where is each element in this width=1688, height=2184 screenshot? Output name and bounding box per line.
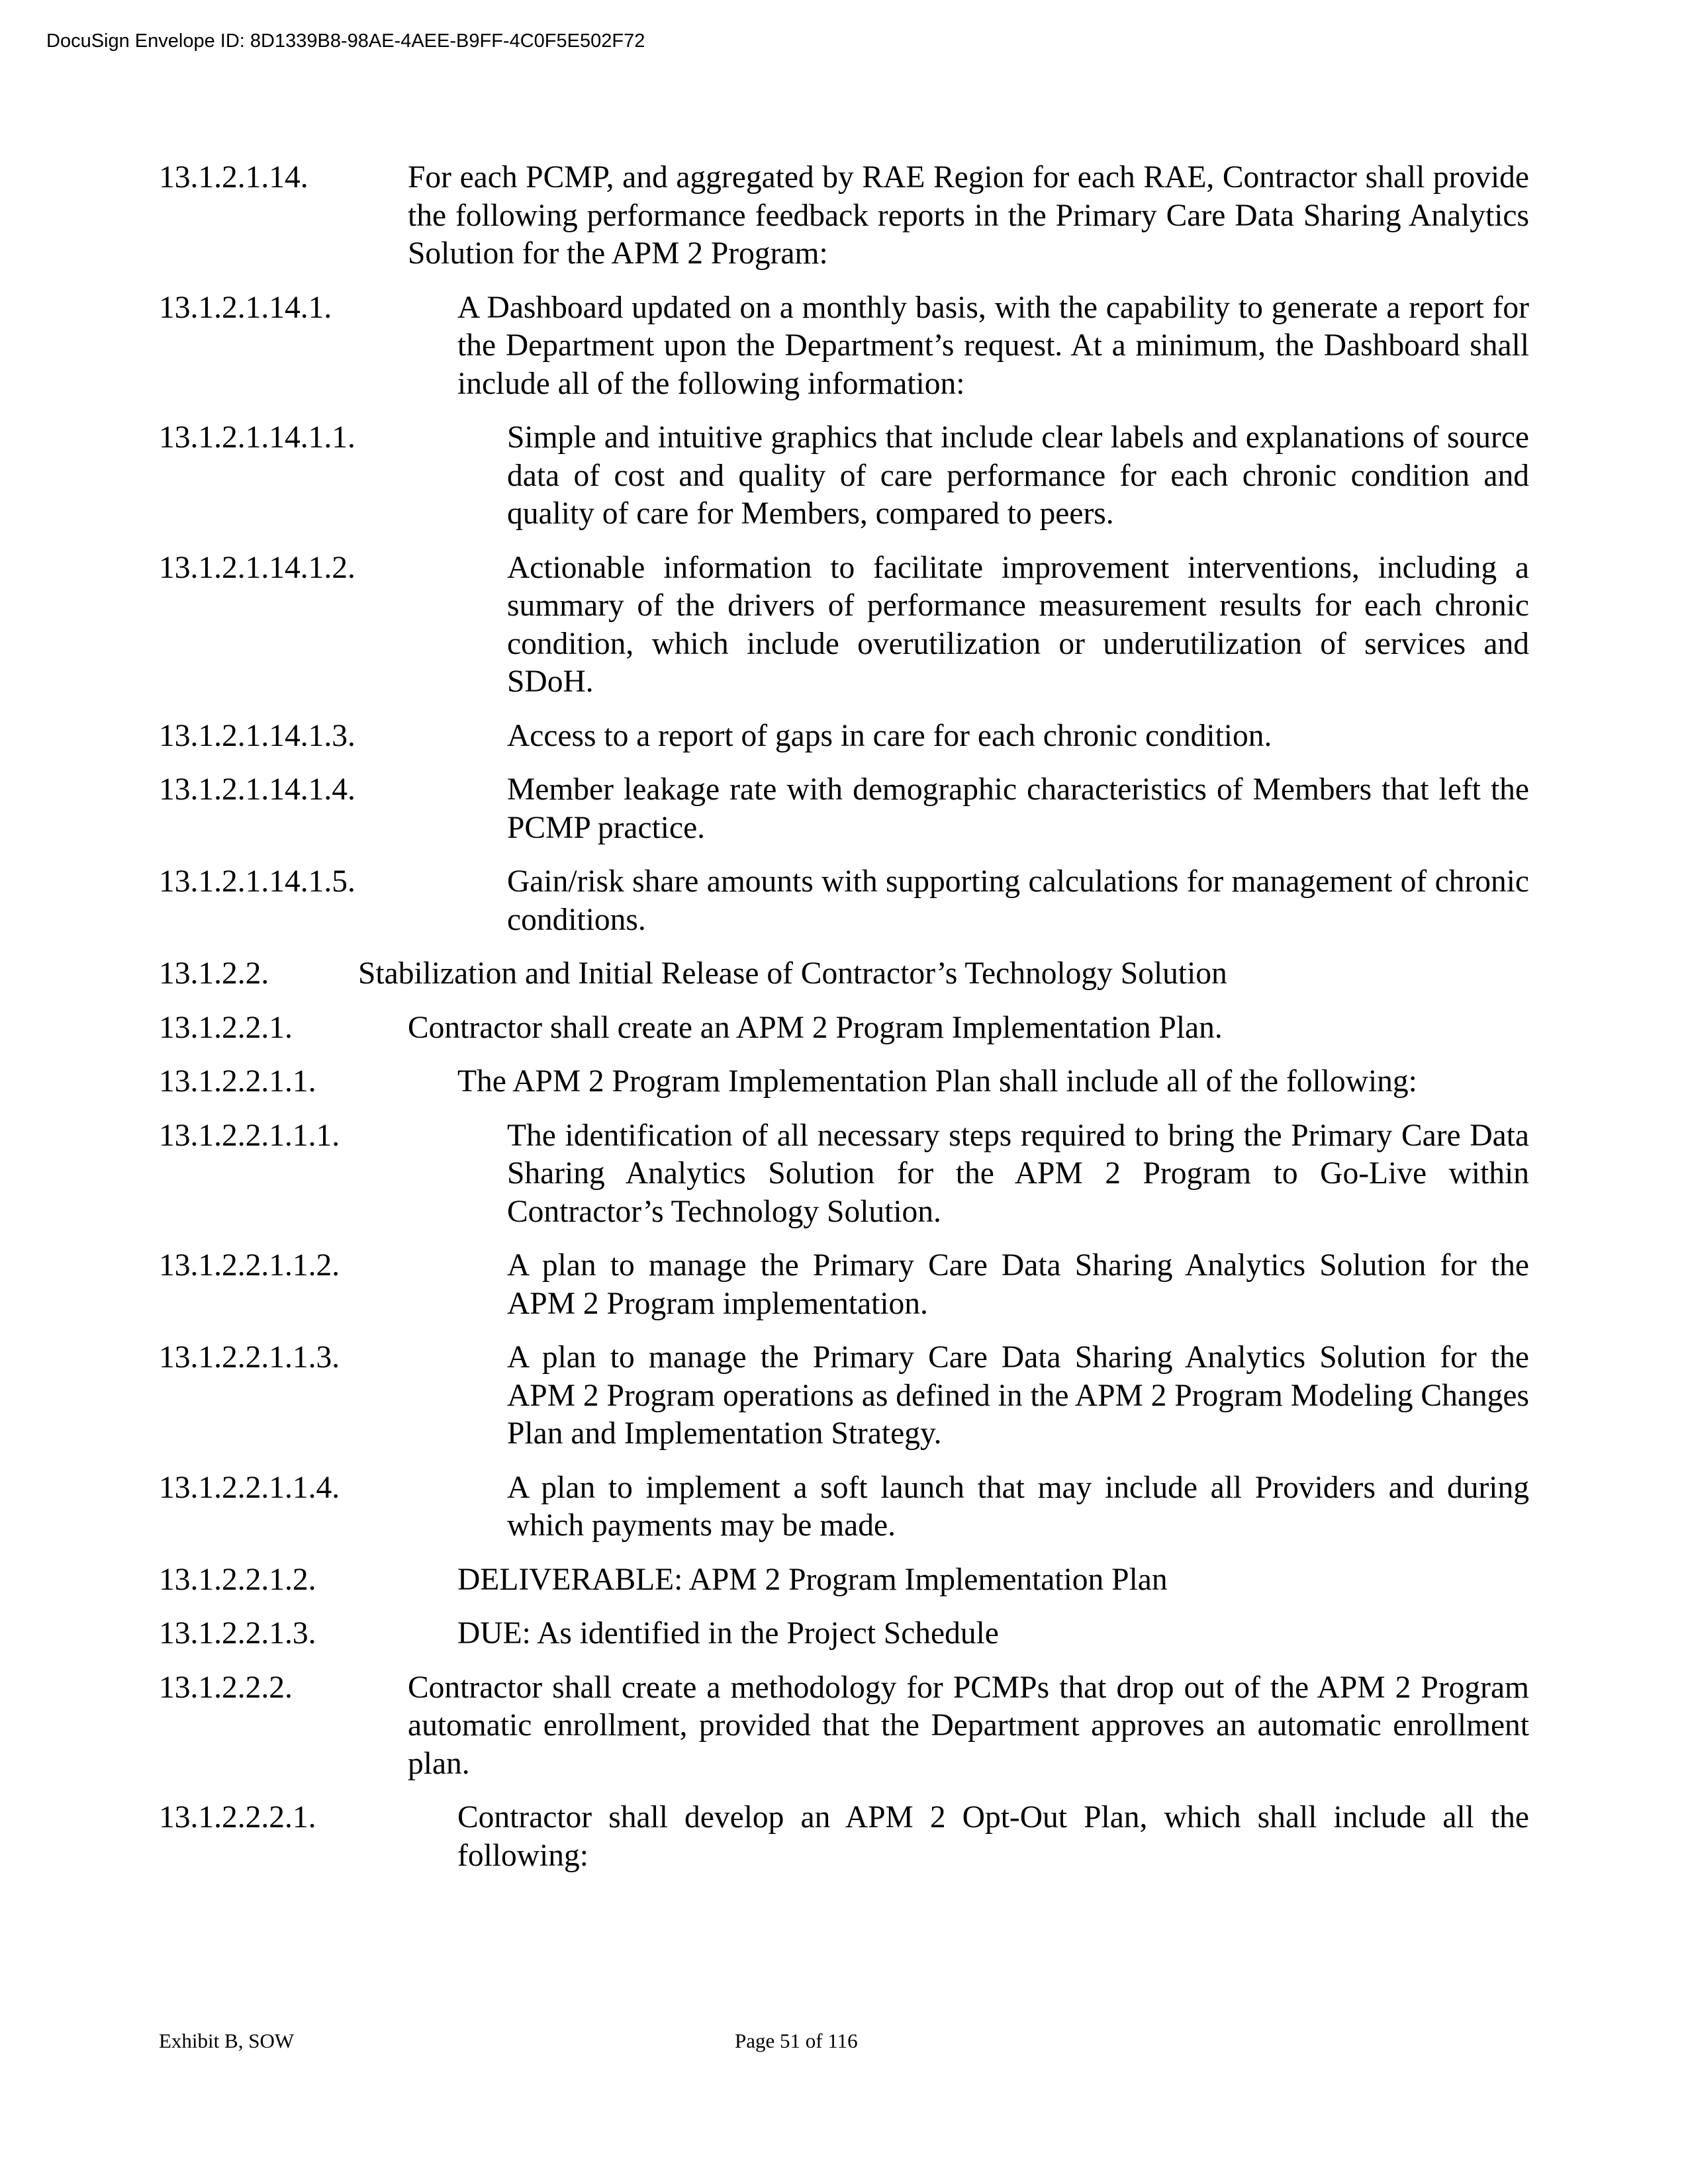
section-item — [159, 1469, 1529, 1545]
section-number: 13.1.2.2.2. — [159, 1670, 293, 1705]
section-text: A plan to manage the Primary Care Data Sharing Analytics Solution for the APM 2 Program implementation. — [507, 1248, 1529, 1321]
section-number: 13.1.2.2.1.3. — [159, 1616, 316, 1651]
section-number: 13.1.2.1.14. — [159, 160, 308, 195]
section-text: Contractor shall develop an APM 2 Opt-Out Plan, which shall include all the following: — [457, 1800, 1529, 1873]
deliverable-item — [159, 1561, 1529, 1600]
section-number: 13.1.2.2.1.1. — [159, 1064, 316, 1099]
section-number: 13.1.2.2.1.1.2. — [159, 1248, 340, 1283]
section-text: Gain/risk share amounts with supporting calculations for management of chronic conditions. — [507, 864, 1529, 937]
section-number: 13.1.2.2.1.1.3. — [159, 1340, 340, 1375]
section-item — [159, 863, 1529, 939]
section-number: 13.1.2.2.1. — [159, 1010, 293, 1045]
section-item — [159, 1117, 1529, 1232]
section-text: Member leakage rate with demographic characteristics of Members that left the PCMP practice. — [507, 772, 1529, 845]
section-item — [159, 549, 1529, 702]
section-item — [159, 1339, 1529, 1453]
section-number: 13.1.2.1.14.1.4. — [159, 772, 355, 807]
section-item — [159, 159, 1529, 273]
section-text: Actionable information to facilitate improvement interventions, including a summary of the drivers of performance measurement results for each chronic condition, which include overutilization or underutilization of services and SDoH. — [507, 550, 1529, 699]
section-text: A plan to manage the Primary Care Data Sharing Analytics Solution for the APM 2 Program operations as defined in the APM 2 Program Modeling Changes Plan and Implementation Strategy. — [507, 1340, 1529, 1451]
document-body — [159, 159, 1529, 1891]
section-number: 13.1.2.1.14.1.5. — [159, 864, 355, 899]
footer-exhibit-label: Exhibit B, SOW — [159, 2029, 295, 2052]
section-number: 13.1.2.2.1.1.4. — [159, 1470, 340, 1505]
section-item — [159, 289, 1529, 404]
section-text: A Dashboard updated on a monthly basis, with the capability to generate a report for the Department upon the Department’s request. At a minimum, the Dashboard shall include all of the following information: — [457, 290, 1529, 401]
docusign-envelope-id: DocuSign Envelope ID: 8D1339B8-98AE-4AEE-B9FF-4C0F5E502F72 — [46, 30, 645, 52]
section-number: 13.1.2.2.1.2. — [159, 1562, 316, 1597]
section-item — [159, 1063, 1529, 1101]
section-text: The APM 2 Program Implementation Plan shall include all of the following: — [457, 1064, 1417, 1099]
deliverable-text: DELIVERABLE: APM 2 Program Implementation Plan — [457, 1562, 1168, 1597]
section-item — [159, 1669, 1529, 1784]
section-number: 13.1.2.1.14.1.2. — [159, 550, 355, 585]
section-item — [159, 1247, 1529, 1323]
section-item — [159, 1799, 1529, 1875]
footer-page-number: Page 51 of 116 — [735, 2029, 858, 2052]
section-number: 13.1.2.2. — [159, 956, 269, 991]
section-number: 13.1.2.1.14.1.1. — [159, 420, 355, 455]
section-text: Access to a report of gaps in care for each chronic condition. — [507, 718, 1272, 753]
section-item — [159, 419, 1529, 533]
section-text: Simple and intuitive graphics that include clear labels and explanations of source data of cost and quality of care performance for each chronic condition and quality of care for Members, compared to peers. — [507, 420, 1529, 531]
section-text: For each PCMP, and aggregated by RAE Region for each RAE, Contractor shall provide the following performance feedback reports in the Primary Care Data Sharing Analytics Solution for the APM 2 Program: — [408, 160, 1529, 271]
section-number: 13.1.2.2.2.1. — [159, 1800, 316, 1835]
section-item — [159, 771, 1529, 847]
section-text: The identification of all necessary steps required to bring the Primary Care Data Sharing Analytics Solution for the APM 2 Program to Go-Live within Contractor’s Technology Solution. — [507, 1118, 1529, 1229]
section-text: A plan to implement a soft launch that may include all Providers and during which payments may be made. — [507, 1470, 1529, 1543]
section-item — [159, 1009, 1529, 1048]
section-item — [159, 717, 1529, 756]
section-number: 13.1.2.1.14.1.3. — [159, 718, 355, 753]
due-text: DUE: As identified in the Project Schedule — [457, 1616, 999, 1651]
due-item — [159, 1615, 1529, 1653]
section-text: Contractor shall create an APM 2 Program Implementation Plan. — [408, 1010, 1223, 1045]
section-title: Stabilization and Initial Release of Contractor’s Technology Solution — [358, 956, 1227, 991]
section-text: Contractor shall create a methodology for PCMPs that drop out of the APM 2 Program automatic enrollment, provided that the Department approves an automatic enrollment plan. — [408, 1670, 1529, 1781]
section-number: 13.1.2.1.14.1. — [159, 290, 332, 325]
section-number: 13.1.2.2.1.1.1. — [159, 1118, 340, 1153]
section-heading — [159, 955, 1529, 993]
